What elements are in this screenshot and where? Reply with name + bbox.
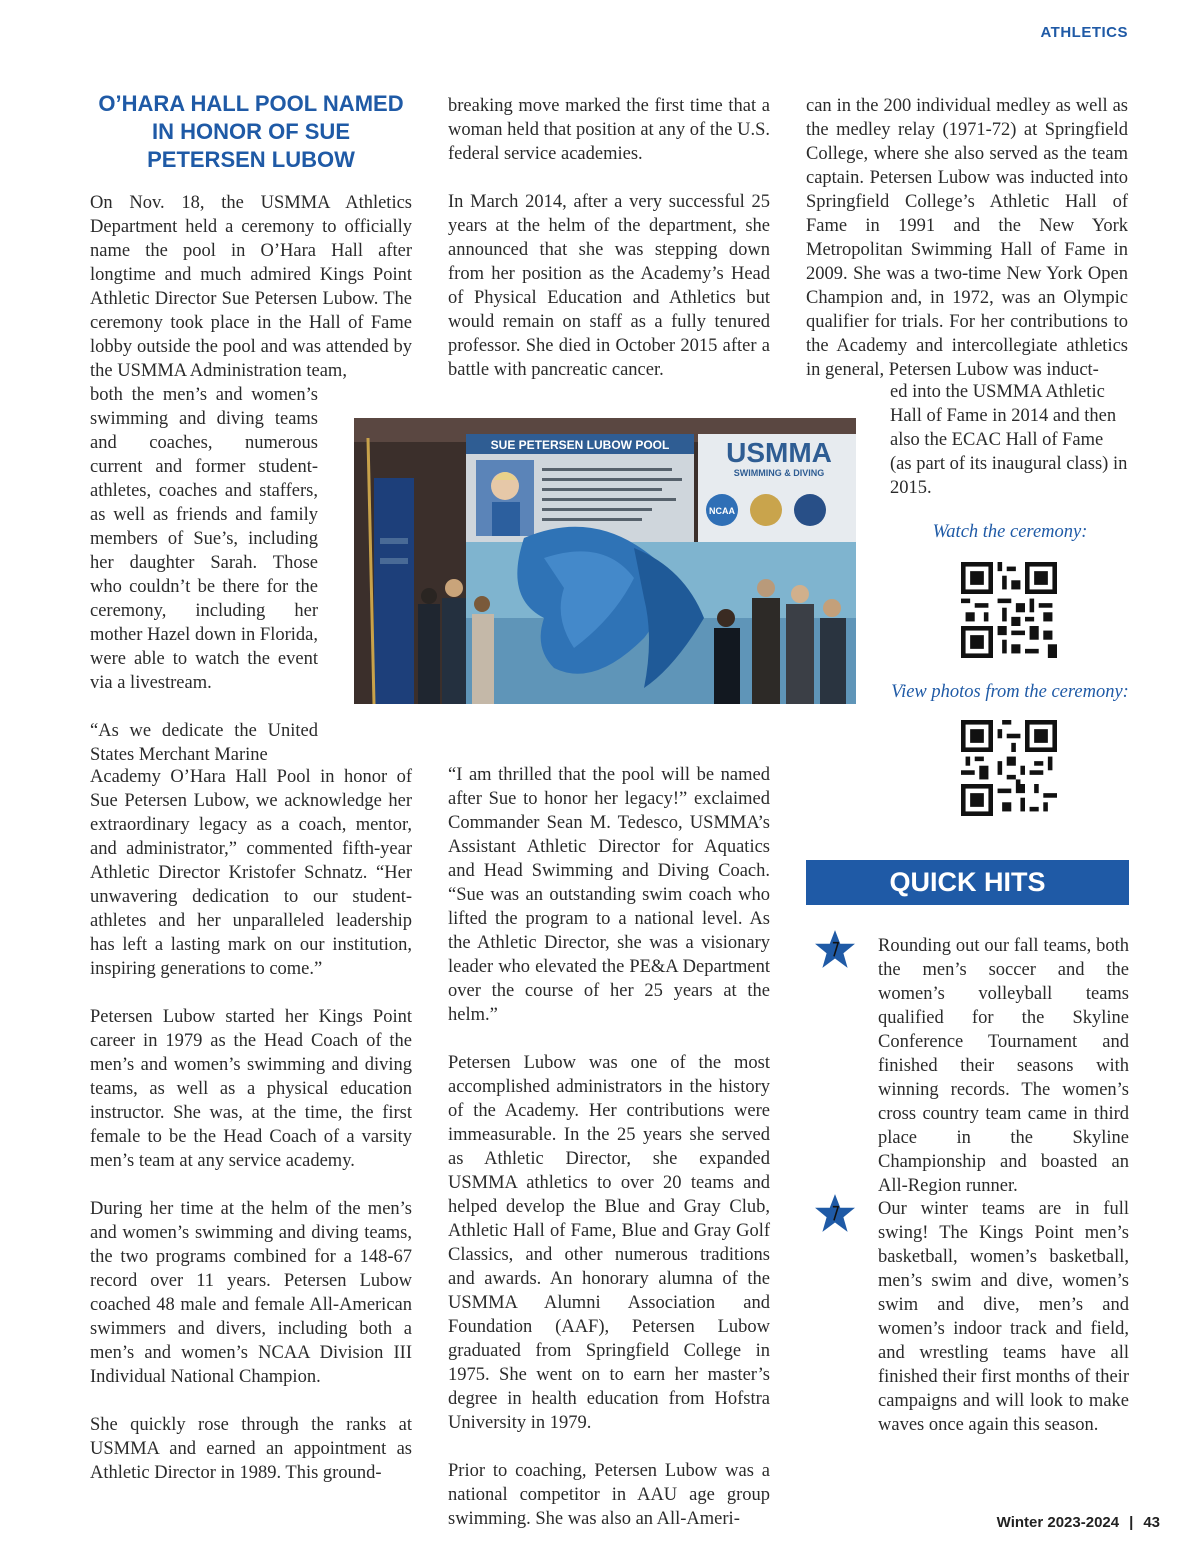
- star-icon: [814, 1192, 856, 1234]
- paragraph: Academy O’Hara Hall Pool in honor of Sue Petersen Lubow, we acknowledge her extraordinary legacy as a coach, mentor, and administrator,” commented fifth-year Athletic Director Kristofer Schnatz. “Her unwavering dedication to our student-athletes and her unparalleled leadership has left a lasting mark on our institution, inspiring generations to come.”: [90, 767, 412, 979]
- article-column-1: [90, 191, 412, 383]
- paragraph: Petersen Lubow was one of the most accomplished administrators in the history of the Academy. Her contributions were immeasurable. In the 25 years she served as Athletic Director, she expanded USMMA athletics to over 20 teams and helped develop the Blue and Gray Club, Athletic Hall of Fame, Blue and Gray Golf Classics, and other numerous traditions and awards. An honorary alumna of the USMMA Alumni Association and Foundation (AAF), Petersen Lubow graduated from Springfield College in 1975. She went on to earn her master’s degree in health education from Hofstra University in 1979.: [448, 1053, 770, 1433]
- ceremony-photo: [354, 418, 856, 704]
- article-column-2-lower: [448, 763, 770, 1555]
- footer-separator: |: [1129, 1514, 1134, 1531]
- paragraph: breaking move marked the first time that a woman held that position at any of the U.S. federal service academies.: [448, 96, 770, 164]
- paragraph: “I am thrilled that the pool will be named after Sue to honor her legacy!” exclaimed Commander Sean M. Tedesco, USMMA’s Assistant Athletic Director for Aquatics and Head Swimming and Diving Coach. “Sue was an outstanding swim coach who lifted the program to a national level. As the Athletic Director, she was a visionary leader who elevated the PE&A Department over the course of her 25 years at the helm.”: [448, 765, 770, 1025]
- article-column-1-lower: [90, 765, 412, 1509]
- view-photos-qr-code[interactable]: [961, 720, 1057, 816]
- issue-label: Winter 2023-2024: [996, 1514, 1120, 1531]
- banner-title: SUE PETERSEN LUBOW POOL: [490, 438, 670, 452]
- article-column-1-wrap: [90, 383, 318, 767]
- paragraph: ed into the USMMA Athletic Hall of Fame in 2014 and then also the ECAC Hall of Fame (as part of its inaugural class) in 2015.: [890, 382, 1128, 498]
- star-icon: [814, 928, 856, 970]
- quick-hits-heading: QUICK HITS: [806, 860, 1129, 905]
- quick-hit-item: Our winter teams are in full swing! The Kings Point men’s basketball, women’s basketball, men’s swim and dive, women’s swim and dive, men’s and women’s indoor track and field, and wrestling teams have all finished their first months of their campaigns and will look to make waves once again this season.: [878, 1199, 1129, 1435]
- view-photos-link[interactable]: View photos from the ceremony:: [891, 682, 1129, 702]
- page-number: 43: [1143, 1514, 1160, 1531]
- watch-ceremony-qr-code[interactable]: [961, 562, 1057, 658]
- article-column-2: [448, 94, 770, 406]
- paragraph: She quickly rose through the ranks at USMMA and earned an appointment as Athletic Director in 1989. This ground-: [90, 1415, 412, 1483]
- paragraph: In March 2014, after a very successful 25 years at the helm of the department, she announced that she was stepping down from her position as the Academy’s Head of Physical Education and Athletics but would remain on staff as a fully tenured professor. She died in October 2015 after a battle with pancreatic cancer.: [448, 192, 770, 380]
- section-label: ATHLETICS: [1040, 24, 1128, 41]
- quick-hit-item: Rounding out our fall teams, both the men’s soccer and the women’s volleyball teams qualified for the Skyline Conference Tournament and finished their seasons with winning records. The women’s cross country team came in third place in the Skyline Championship and boasted an All-Region runner.: [878, 936, 1129, 1196]
- paragraph: On Nov. 18, the USMMA Athletics Department held a ceremony to officially name the pool in O’Hara Hall after longtime and much admired Kings Point Athletic Director Sue Petersen Lubow. The ceremony took place in the Hall of Fame lobby outside the pool and was attended by the USMMA Administration team,: [90, 193, 412, 381]
- ceremony-photo-illustration: [354, 418, 856, 704]
- paragraph: can in the 200 individual medley as well as the medley relay (1971-72) at Springfield College, where she also served as the team captain. Petersen Lubow was inducted into Springfield College’s Athletic Hall of Fame in 1991 and the New York Metropolitan Swimming Hall of Fame in 2009. She was a two-time New York Open Champion and, in 1972, was an Olympic qualifier for trials. For her contributions to the Academy and intercollegiate athletics in general, Petersen Lubow was induct-: [806, 96, 1128, 380]
- usmma-logo-subtitle: SWIMMING & DIVING: [733, 468, 825, 478]
- usmma-logo-text: USMMA: [726, 437, 832, 468]
- article-title: O’HARA HALL POOL NAMED IN HONOR OF SUE PETERSEN LUBOW: [98, 91, 404, 172]
- article-column-3-wrap: [890, 380, 1128, 500]
- watch-ceremony-link[interactable]: Watch the ceremony:: [932, 522, 1088, 542]
- ncaa-logo: NCAA: [709, 506, 735, 516]
- paragraph: Prior to coaching, Petersen Lubow was a national competitor in AAU age group swimming. She was also an All-Ameri-: [448, 1461, 770, 1529]
- paragraph: “As we dedicate the United States Merchant Marine: [90, 721, 318, 765]
- article-column-3: [806, 94, 1128, 382]
- paragraph: Petersen Lubow started her Kings Point career in 1979 as the Head Coach of the men’s and women’s swimming and diving teams, as well as a physical education instructor. She was, at the time, the first female to be the Head Coach of a varsity men’s team at any service academy.: [90, 1007, 412, 1171]
- page-footer: [997, 1514, 1160, 1531]
- paragraph: both the men’s and women’s swimming and diving teams and coaches, numerous current and former student-athletes, coaches and staffers, as well as friends and family members of Sue’s, including her daughter Sarah. Those who couldn’t be there for the ceremony, including her mother Hazel down in Florida, were able to watch the event via a livestream.: [90, 385, 318, 693]
- paragraph: During her time at the helm of the men’s and women’s swimming and diving teams, the two programs combined for a 148-67 record over 11 years. Petersen Lubow coached 48 male and female All-American swimmers and divers, including both a men’s and women’s NCAA Division III Individual National Champion.: [90, 1199, 412, 1387]
